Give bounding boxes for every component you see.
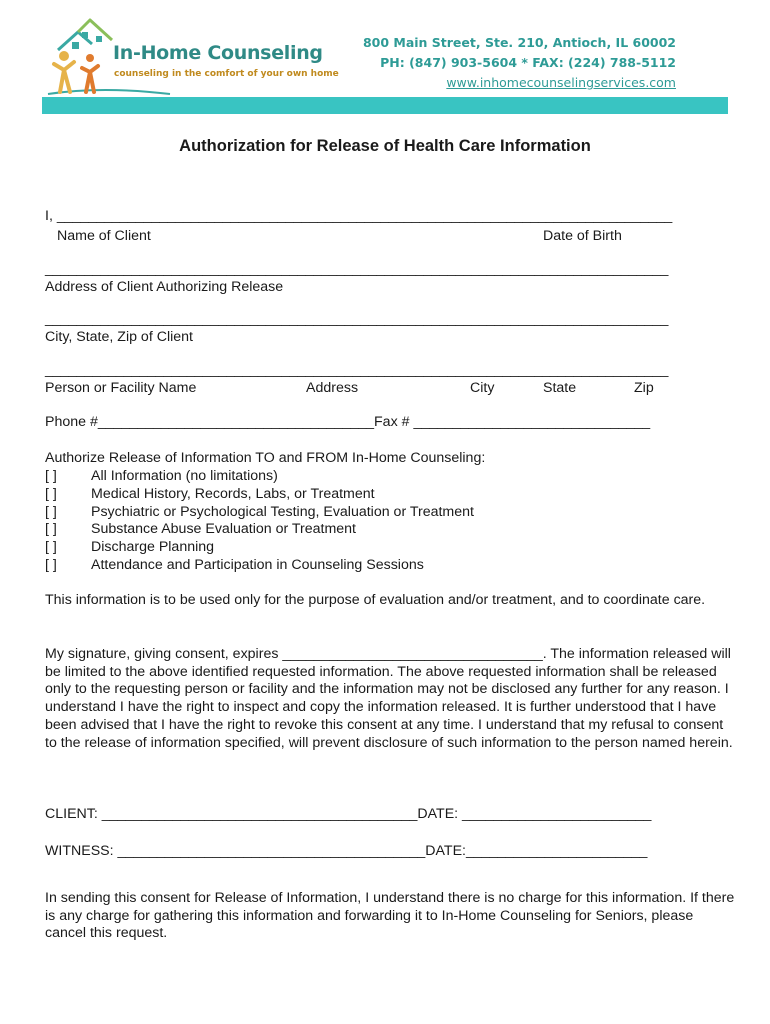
facility-field[interactable]: _______________________________________________________________________________ — [45, 362, 669, 378]
checkbox-bracket[interactable]: [ ] — [45, 539, 57, 555]
purpose-paragraph — [45, 592, 735, 610]
option-label: Discharge Planning — [91, 539, 215, 555]
option-label: Psychiatric or Psychological Testing, Evaluation or Treatment — [91, 504, 474, 520]
header-divider-bar — [42, 97, 728, 114]
office-address: 800 Main Street, Ste. 210, Antioch, IL 60002 — [362, 35, 676, 50]
form-title: Authorization for Release of Health Care Information — [179, 137, 591, 155]
facility-city-label: City — [470, 380, 495, 396]
date-of-birth-label: Date of Birth — [543, 228, 622, 244]
checkbox-bracket[interactable]: [ ] — [45, 521, 57, 537]
option-row[interactable] — [45, 504, 474, 520]
client-signature-field[interactable]: CLIENT: ________________________________________DATE: ________________________ — [45, 806, 652, 822]
option-label: Attendance and Participation in Counseling Sessions — [91, 557, 424, 573]
facility-state-label: State — [543, 380, 577, 396]
phone-fax-field[interactable]: Phone #___________________________________Fax # ______________________________ — [45, 414, 651, 430]
checkbox-bracket[interactable]: [ ] — [45, 504, 57, 520]
option-label: All Information (no limitations) — [91, 468, 278, 484]
purpose-text: This information is to be used only for the purpose of evaluation and/or treatment, and to coordinate care. — [45, 592, 706, 608]
closing-paragraph — [45, 890, 735, 943]
option-label: Substance Abuse Evaluation or Treatment — [91, 521, 356, 537]
contact-block — [363, 33, 676, 93]
consent-paragraph — [45, 646, 735, 752]
option-label: Medical History, Records, Labs, or Treatment — [91, 486, 375, 502]
client-name-field[interactable]: I, ______________________________________________________________________________ — [45, 208, 673, 224]
option-row[interactable] — [45, 539, 214, 555]
facility-name-label: Person or Facility Name — [45, 380, 197, 396]
checkbox-bracket[interactable]: [ ] — [45, 486, 57, 502]
brand-name: In-Home Counseling — [113, 42, 323, 64]
client-city-field[interactable]: _______________________________________________________________________________ — [45, 311, 669, 327]
consent-text: My signature, giving consent, expires _________________________________. The information released will be limited to the above identified requested information. The above requested information shall be released only to the requesting person or facility and the information may not be disclosed any further for any reason. I understand I have the right to inspect and copy the information released. It is further understood that I have been advised that I have the right to revoke this consent at any time. I understand that my refusal to consent to the release of information specified, will prevent disclosure of such information to the person named herein. — [45, 646, 733, 751]
client-city-label: City, State, Zip of Client — [45, 329, 193, 345]
closing-text: In sending this consent for Release of Information, I understand there is no charge for this information. If there is any charge for gathering this information and forwarding it to In-Home Counseling for Seniors, please cancel this request. — [45, 890, 735, 942]
option-row[interactable] — [45, 521, 356, 537]
option-row[interactable] — [45, 486, 375, 502]
phone-fax: PH: (847) 903-5604 * FAX: (224) 788-5112 — [380, 55, 676, 70]
option-row[interactable] — [45, 557, 424, 573]
checkbox-bracket[interactable]: [ ] — [45, 557, 57, 573]
client-name-label: Name of Client — [57, 228, 151, 244]
brand-tagline: counseling in the comfort of your own home — [114, 69, 339, 79]
facility-address-label: Address — [306, 380, 359, 396]
checkbox-bracket[interactable]: [ ] — [45, 468, 57, 484]
client-address-label: Address of Client Authorizing Release — [45, 279, 284, 295]
option-row[interactable] — [45, 468, 278, 484]
facility-zip-label: Zip — [634, 380, 654, 396]
authorize-heading: Authorize Release of Information TO and FROM In-Home Counseling: — [45, 450, 486, 466]
witness-signature-field[interactable]: WITNESS: _______________________________________DATE:_______________________ — [45, 843, 648, 859]
website-link[interactable]: www.inhomecounselingservices.com — [446, 75, 676, 90]
client-address-field[interactable]: _______________________________________________________________________________ — [45, 261, 669, 277]
